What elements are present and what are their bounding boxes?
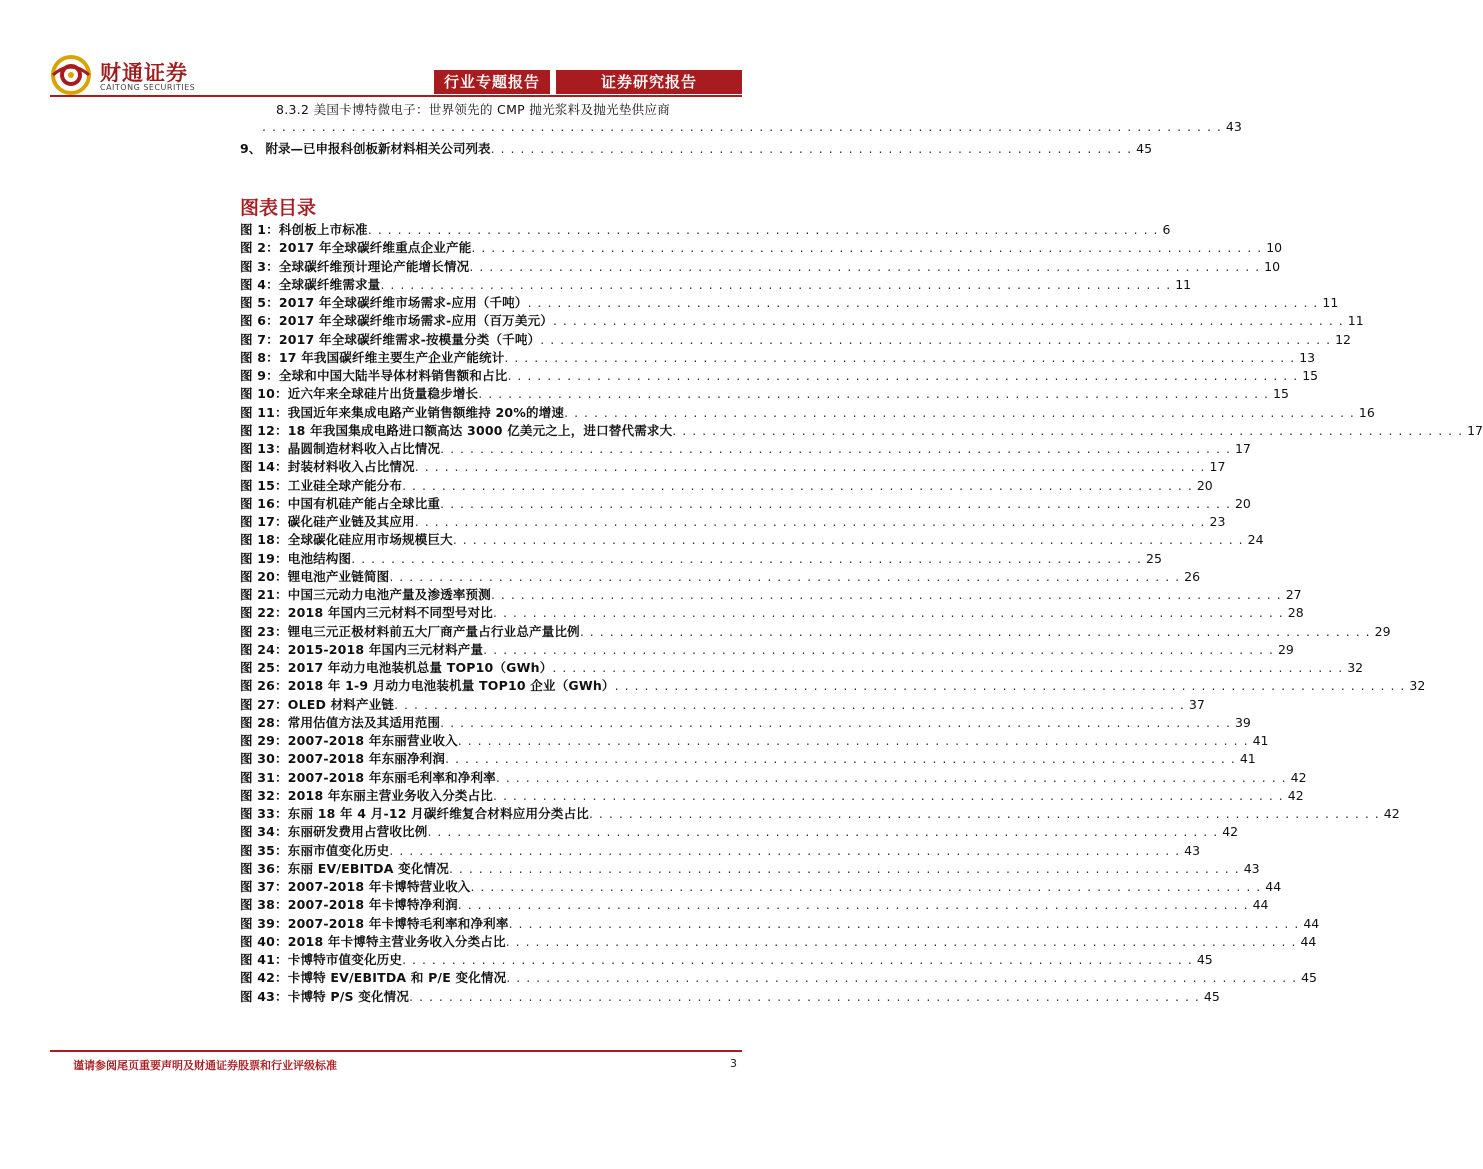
figure-label: 图 20：锂电池产业链简图: [240, 568, 390, 584]
dot-leader: . . . . . . . . . . . . . . . . . . . . . . . . . . . . . . . . . . . . . . . . . . . . . . . . . . . . . . . . . . . . . . . . . . . . . . . . . . . . . . . .: [452, 532, 1244, 548]
dot-leader: . . . . . . . . . . . . . . . . . . . . . . . . . . . . . . . . . . . . . . . . . . . . . . . . . . . . . . . . . . . . . . . . . . . . . . . . . . . . . . . .: [448, 860, 1240, 876]
figure-label: 图 18：全球碳化硅应用市场规模巨大: [240, 532, 453, 548]
dot-leader: . . . . . . . . . . . . . . . . . . . . . . . . . . . . . . . . . . . . . . . . . . . . . . . . . . . . . . . . . . . . . . . . . . . . . . . . . . . . . . . .: [457, 733, 1249, 748]
dot-leader: . . . . . . . . . . . . . . . . . . . . . . . . . . . . . . . . . . . . . . . . . . . . . . . . . . . . . . . . . . . . . . . . . . . . . . . . . . . . . . . .: [414, 514, 1206, 529]
figure-list-item[interactable]: [240, 768, 1307, 787]
brand-name-en: CAITONG SECURITIES: [100, 83, 196, 92]
figure-label: 图 1：科创板上市标准: [240, 222, 368, 237]
figure-label: 图 41：卡博特市值变化历史: [240, 952, 403, 967]
dot-leader: . . . . . . . . . . . . . . . . . . . . . . . . . . . . . . . . . . . . . . . . . . . . . . . . . . . . . . . . . . . . . . . . . . . . . . . . . . . . . . . .: [505, 933, 1297, 949]
footer-disclaimer: 谨请参阅尾页重要声明及财通证券股票和行业评级标准: [73, 1059, 337, 1072]
figure-page-number: 29: [1374, 623, 1391, 639]
dot-leader: . . . . . . . . . . . . . . . . . . . . . . . . . . . . . . . . . . . . . . . . . . . . . . . . . . . . . . . . . . . . . . . . . . . . . . . . . . . . . . . .: [470, 879, 1262, 894]
figure-list-item[interactable]: [240, 914, 1320, 933]
figure-label: 图 6：2017 年全球碳纤维市场需求-应用（百万美元）: [240, 313, 553, 329]
figure-page-number: 37: [1188, 696, 1205, 712]
figure-list-title: 图表目录: [240, 197, 317, 219]
figure-list-item[interactable]: [240, 932, 1317, 951]
figure-label: 图 8：17 年我国碳纤维主要生产企业产能统计: [240, 349, 505, 365]
dot-leader: . . . . . . . . . . . . . . . . . . . . . . . . . . . . . . . . . . . . . . . . . . . . . . . . . . . . . . . . . . . . . . . . . . . . . . . . . . . . . . . .: [490, 587, 1282, 602]
figure-page-number: 10: [1266, 240, 1283, 256]
figure-page-number: 25: [1146, 550, 1162, 566]
brand-name-cn: 财通证券: [100, 61, 188, 85]
figure-label: 图 16：中国有机硅产能占全球比重: [240, 495, 441, 511]
figure-label: 图 14：封装材料收入占比情况: [240, 459, 415, 475]
dot-leader: . . . . . . . . . . . . . . . . . . . . . . . . . . . . . . . . . . . . . . . . . . . . . . . . . . . . . . . . . . . . . . . . . . . . . . . . . . . . . . . .: [389, 568, 1181, 584]
figure-page-number: 42: [1287, 787, 1304, 803]
figure-page-number: 12: [1335, 331, 1351, 347]
figure-label: 图 33：东丽 18 年 4 月-12 月碳纤维复合材料应用分类占比: [240, 806, 589, 821]
figure-label: 图 7：2017 年全球碳纤维需求-按模量分类（千吨）: [240, 331, 541, 347]
footer-divider: [50, 1050, 742, 1052]
figure-label: 图 9：全球和中国大陆半导体材料销售额和占比: [240, 368, 508, 383]
figure-label: 图 5：2017 年全球碳纤维市场需求-应用（千吨）: [240, 295, 528, 310]
figure-list-item[interactable]: [240, 476, 1213, 495]
figure-page-number: 15: [1302, 368, 1319, 383]
figure-label: 图 25：2017 年动力电池装机总量 TOP10（GWh）: [240, 660, 553, 675]
dot-leader: . . . . . . . . . . . . . . . . . . . . . . . . . . . . . . . . . . . . . . . . . . . . . . . . . . . . . . . . . . . . . . . . . . . . . . . . . . . . . . . .: [552, 660, 1344, 675]
figure-list-item[interactable]: [240, 257, 1281, 276]
figure-page-number: 16: [1358, 404, 1375, 420]
figure-label: 图 30：2007-2018 年东丽净利润: [240, 751, 446, 767]
figure-label: 图 39：2007-2018 年卡博特毛利率和净利率: [240, 915, 509, 931]
figure-page-number: 27: [1285, 587, 1302, 602]
figure-list-item[interactable]: [240, 622, 1391, 641]
figure-page-number: 28: [1287, 605, 1304, 621]
dot-leader: . . . . . . . . . . . . . . . . . . . . . . . . . . . . . . . . . . . . . . . . . . . . . . . . . . . . . . . . . . . . . . . . . . . . . . . . . . . . . . . .: [495, 769, 1287, 785]
toc-page-number: 45: [1136, 141, 1153, 156]
figure-page-number: 13: [1299, 349, 1316, 365]
figure-list-item[interactable]: [240, 439, 1251, 458]
figure-list-item[interactable]: [240, 658, 1364, 677]
dot-leader: . . . . . . . . . . . . . . . . . . . . . . . . . . . . . . . . . . . . . . . . . . . . . . . . . . . . . . . . . . . . . . . . . . . . . . . . . . . . . . . .: [552, 313, 1344, 329]
figure-list-item[interactable]: [240, 859, 1260, 878]
figure-page-number: 29: [1277, 641, 1294, 657]
figure-label: 图 29：2007-2018 年东丽营业收入: [240, 733, 458, 748]
figure-page-number: 10: [1264, 258, 1281, 274]
figure-page-number: 32: [1409, 678, 1426, 694]
dot-leader: . . . . . . . . . . . . . . . . . . . . . . . . . . . . . . . . . . . . . . . . . . . . . . . . . . . . . . . . . . . . . . . . . . . . . . . . . . . . . . . .: [506, 970, 1298, 986]
figure-list-item[interactable]: [240, 384, 1289, 403]
dot-leader: . . . . . . . . . . . . . . . . . . . . . . . . . . . . . . . . . . . . . . . . . . . . . . . . . . . . . . . . . . . . . . . . . . . . . . . . . . . . . . . .: [367, 222, 1159, 237]
figure-label: 图 15：工业硅全球产能分布: [240, 477, 403, 493]
figure-page-number: 11: [1322, 295, 1339, 310]
dot-leader: . . . . . . . . . . . . . . . . . . . . . . . . . . . . . . . . . . . . . . . . . . . . . . . . . . . . . . . . . . . . . . . . . . . . . . . . . . . . . . . .: [507, 368, 1299, 383]
dot-leader: . . . . . . . . . . . . . . . . . . . . . . . . . . . . . . . . . . . . . . . . . . . . . . . . . . . . . . . . . . . . . . . . . . . . . . . . . . . . . . . .: [409, 988, 1200, 1004]
figure-page-number: 20: [1196, 477, 1213, 493]
figure-page-number: 17: [1209, 459, 1226, 475]
figure-label: 图 35：东丽市值变化历史: [240, 842, 390, 858]
figure-page-number: 17: [1234, 441, 1251, 456]
figure-list-item[interactable]: [240, 713, 1251, 732]
figure-page-number: 45: [1203, 988, 1220, 1004]
dot-leader: . . . . . . . . . . . . . . . . . . . . . . . . . . . . . . . . . . . . . . . . . . . . . . . . . . . . . . . . . . . . . . . . . . . . . . . . . . . . . . . .: [504, 349, 1296, 365]
figure-label: 图 24：2015-2018 年国内三元材料产量: [240, 641, 484, 657]
figure-label: 图 2：2017 年全球碳纤维重点企业产能: [240, 240, 472, 256]
figure-label: 图 13：晶圆制造材料收入占比情况: [240, 441, 441, 456]
figure-page-number: 32: [1347, 660, 1364, 675]
figure-label: 图 31：2007-2018 年东丽毛利率和净利率: [240, 769, 496, 785]
figure-list-item[interactable]: [240, 841, 1201, 860]
dot-leader: . . . . . . . . . . . . . . . . . . . . . . . . . . . . . . . . . . . . . . . . . . . . . . . . . . . . . . . . . . . . . . . . . . . . . . . . . . . . . . . .: [380, 276, 1172, 292]
figure-list-item[interactable]: [240, 530, 1264, 549]
figure-page-number: 17: [1467, 422, 1483, 438]
dot-leader: . . . . . . . . . . . . . . . . . . . . . . . . . . . . . . . . . . . . . . . . . . . . . . . . . . . . . . . . . . . . . . . . . . . . . . . . . . . . . . . .: [527, 295, 1319, 310]
dot-leader: . . . . . . . . . . . . . . . . . . . . . . . . . . . . . . . . . . . . . . . . . . . . . . . . . . . . . . . . . . . . . . . . . . . . . . . . . . . . . . . .: [440, 495, 1231, 511]
figure-page-number: 43: [1184, 842, 1201, 858]
toc-subsection-leader[interactable]: [262, 119, 1242, 138]
company-logo: [50, 55, 220, 95]
dot-leader: . . . . . . . . . . . . . . . . . . . . . . . . . . . . . . . . . . . . . . . . . . . . . . . . . . . . . . . . . . . . . . . . . . . . . . . . . . . . . . . .: [402, 477, 1193, 493]
caitong-logo-icon: [50, 55, 92, 95]
dot-leader: . . . . . . . . . . . . . . . . . . . . . . . . . . . . . . . . . . . . . . . . . . . . . . . . . . . . . . . . . . . . . . . . . . . . . . . . . . . . . . . .: [614, 678, 1406, 694]
figure-page-number: 45: [1301, 970, 1317, 986]
figure-label: 图 43：卡博特 P/S 变化情况: [240, 988, 410, 1004]
figure-label: 图 42：卡博特 EV/EBITDA 和 P/E 变化情况: [240, 970, 507, 986]
dot-leader: . . . . . . . . . . . . . . . . . . . . . . . . . . . . . . . . . . . . . . . . . . . . . . . . . . . . . . . . . . . . . . . . . . . . . . . . . . . . . . . .: [457, 897, 1249, 913]
toc-page-number: 43: [1225, 119, 1242, 134]
figure-page-number: 42: [1383, 806, 1400, 821]
dot-leader: . . . . . . . . . . . . . . . . . . . . . . . . . . . . . . . . . . . . . . . . . . . . . . . . . . . . . . . . . . . . . . . . . . . . . . . . . . . . . . . .: [493, 787, 1284, 803]
figure-page-number: 6: [1162, 222, 1171, 237]
figure-page-number: 44: [1300, 933, 1317, 949]
figure-label: 图 22：2018 年国内三元材料不同型号对比: [240, 605, 493, 621]
figure-page-number: 39: [1234, 714, 1251, 730]
dot-leader: . . . . . . . . . . . . . . . . . . . . . . . . . . . . . . . . . . . . . . . . . . . . . . . . . . . . . . . . . . . . . . . . . . . . . . . . . . . . . . . .: [402, 952, 1193, 967]
figure-list-item[interactable]: [240, 220, 1171, 239]
figure-list-item[interactable]: [240, 749, 1256, 768]
figure-list-item[interactable]: [240, 348, 1316, 367]
figure-label: 图 3：全球碳纤维预计理论产能增长情况: [240, 258, 470, 274]
figure-label: 图 26：2018 年 1-9 月动力电池装机量 TOP10 企业（GWh）: [240, 678, 615, 694]
header-divider: [50, 95, 742, 97]
dot-leader: . . . . . . . . . . . . . . . . . . . . . . . . . . . . . . . . . . . . . . . . . . . . . . . . . . . . . . . . . . . . . . . . . . . . . . . . . . . . . . . .: [394, 696, 1185, 712]
dot-leader: . . . . . . . . . . . . . . . . . . . . . . . . . . . . . . . . . . . . . . . . . . . . . . . . . . . . . . . . . . . . . . . . . . . . . . . . . . . . . . . .: [389, 842, 1181, 858]
figure-page-number: 26: [1184, 568, 1201, 584]
figure-label: 图 23：锂电三元正极材料前五大厂商产量占行业总产量比例: [240, 623, 580, 639]
figure-label: 图 19：电池结构图: [240, 550, 352, 566]
figure-list-item[interactable]: [240, 968, 1317, 987]
figure-list-item[interactable]: [240, 366, 1319, 385]
toc-section-label: 9、 附录—已申报科创板新材料相关公司列表: [240, 141, 491, 156]
figure-list-item[interactable]: [240, 457, 1226, 476]
figure-page-number: 45: [1196, 952, 1213, 967]
figure-label: 图 37：2007-2018 年卡博特营业收入: [240, 879, 471, 894]
figure-label: 图 28：常用估值方法及其适用范围: [240, 714, 441, 730]
figure-label: 图 17：碳化硅产业链及其应用: [240, 514, 415, 529]
dot-leader: . . . . . . . . . . . . . . . . . . . . . . . . . . . . . . . . . . . . . . . . . . . . . . . . . . . . . . . . . . . . . . . . . . . . . . . . . . . . . . . .: [478, 386, 1270, 402]
figure-list-item[interactable]: [240, 567, 1201, 586]
dot-leader: . . . . . . . . . . . . . . . . . . . . . . . . . . . . . . . . . . . . . . . . . . . . . . . . . . . . . . . . . . . . . . . . . . . . . . . . . . . . . . . .: [471, 240, 1263, 256]
dot-leader: . . . . . . . . . . . . . . . . . . . . . . . . . . . . . . . . . . . . . . . . . . . . . . . . . . . . . . . . . . . . . . . . . . . . . . . . . . . . . . . .: [672, 422, 1464, 438]
dot-leader: . . . . . . . . . . . . . . . . . . . . . . . . . . . . . . . . . . . . . . . . . . . . . . . . . . . . . . . . . . . . . . . . . . . . . . . . . . . . . . . .: [445, 751, 1236, 767]
figure-label: 图 4：全球碳纤维需求量: [240, 276, 381, 292]
dot-leader: . . . . . . . . . . . . . . . . . . . . . . . . . . . . . . . . . . . . . . . . . . . . . . . . . . . . . . . . . . . . . . . . . . . . . . . . . . . . . . . .: [440, 441, 1231, 456]
figure-page-number: 11: [1175, 276, 1192, 292]
figure-label: 图 10：近六年来全球硅片出货量稳步增长: [240, 386, 479, 402]
dot-leader: . . . . . . . . . . . . . . . . . . . . . . . . . . . . . . . . . . . . . . . . . . . . . . . . . . . . . . . . . . . . . . . . . . . . . . . . . . . . . . . .: [588, 806, 1380, 821]
figure-page-number: 41: [1252, 733, 1269, 748]
figure-page-number: 42: [1222, 824, 1239, 840]
figure-list-item[interactable]: [240, 695, 1205, 714]
figure-label: 图 40：2018 年卡博特主营业务收入分类占比: [240, 933, 506, 949]
figure-label: 图 32：2018 年东丽主营业务收入分类占比: [240, 787, 493, 803]
figure-list-item[interactable]: [240, 950, 1213, 969]
dot-leader: . . . . . . . . . . . . . . . . . . . . . . . . . . . . . . . . . . . . . . . . . . . . . . . . . . . . . . . . . . . . . . . . . . . . . . . . . . . . . . . .: [508, 915, 1300, 931]
toc-section-9[interactable]: [240, 139, 1153, 158]
toc-subsection-title[interactable]: 8.3.2 美国卡博特微电子：世界领先的 CMP 抛光浆料及抛光垫供应商: [276, 102, 671, 117]
figure-label: 图 21：中国三元动力电池产量及渗透率预测: [240, 587, 491, 602]
dot-leader: . . . . . . . . . . . . . . . . . . . . . . . . . . . . . . . . . . . . . . . . . . . . . . . . . . . . . . . . . . . . . . . . . . . . . . . . . . . . . . . .: [440, 714, 1231, 730]
dot-leader: . . . . . . . . . . . . . . . . . . . . . . . . . . . . . . . . . . . . . . . . . . . . . . . . . . . . . . . . . . . . . . . . . . . . . . . . . . . . . . . .: [493, 605, 1284, 621]
figure-list-item[interactable]: [240, 549, 1162, 568]
figure-list-item[interactable]: [240, 494, 1251, 513]
figure-list-item[interactable]: [240, 731, 1269, 750]
tag-industry-report: 行业专题报告: [434, 70, 550, 94]
figure-list-item[interactable]: [240, 293, 1339, 312]
dot-leader: . . . . . . . . . . . . . . . . . . . . . . . . . . . . . . . . . . . . . . . . . . . . . . . . . . . . . . . . . . . . . . . . . . . . . . . . . . . . . . . .: [483, 641, 1274, 657]
figure-list-item[interactable]: [240, 512, 1226, 531]
figure-label: 图 11：我国近年来集成电路产业销售额维持 20%的增速: [240, 404, 565, 420]
dot-leader: . . . . . . . . . . . . . . . . . . . . . . . . . . . . . . . . . . . . . . . . . . . . . . . . . . . . . . . . . . . . . . . . . . . . . . . . . . . . . . . .: [469, 258, 1261, 274]
figure-page-number: 44: [1265, 879, 1282, 894]
dot-leader: . . . . . . . . . . . . . . . . . . . . . . . . . . . . . . . . . . . . . . . . . . . . . . . . . . . . . . . . . . . . . . . . . . . . . . . . . . . . . . . .: [351, 550, 1143, 566]
dot-leader: . . . . . . . . . . . . . . . . . . . . . . . . . . . . . . . . . . . . . . . . . . . . . . . . . . . . . . . . . . . . . . . . . . . . . . . . . . . . . . . .: [579, 623, 1371, 639]
figure-page-number: 23: [1209, 514, 1226, 529]
dot-leader: . . . . . . . . . . . . . . . . . . . . . . . . . . . . . . . . . . . . . . . . . . . . . . . . . . . . . . . . . . . . . . . . .: [490, 141, 1133, 156]
figure-page-number: 24: [1247, 532, 1264, 548]
dot-leader: . . . . . . . . . . . . . . . . . . . . . . . . . . . . . . . . . . . . . . . . . . . . . . . . . . . . . . . . . . . . . . . . . . . . . . . . . . . . . . . . . . . . . . . . . . . . . . . . .: [262, 119, 1222, 134]
figure-list-item[interactable]: [240, 311, 1364, 330]
figure-list-item[interactable]: [240, 786, 1304, 805]
figure-list-item[interactable]: [240, 822, 1239, 841]
figure-page-number: 44: [1252, 897, 1269, 913]
figure-list-item[interactable]: [240, 877, 1282, 896]
figure-label: 图 27：OLED 材料产业链: [240, 696, 395, 712]
figure-list-item[interactable]: [240, 403, 1375, 422]
figure-page-number: 11: [1347, 313, 1364, 329]
page-number: 3: [730, 1057, 737, 1070]
dot-leader: . . . . . . . . . . . . . . . . . . . . . . . . . . . . . . . . . . . . . . . . . . . . . . . . . . . . . . . . . . . . . . . . . . . . . . . . . . . . . . . .: [564, 404, 1355, 420]
dot-leader: . . . . . . . . . . . . . . . . . . . . . . . . . . . . . . . . . . . . . . . . . . . . . . . . . . . . . . . . . . . . . . . . . . . . . . . . . . . . . . . .: [427, 824, 1219, 840]
dot-leader: . . . . . . . . . . . . . . . . . . . . . . . . . . . . . . . . . . . . . . . . . . . . . . . . . . . . . . . . . . . . . . . . . . . . . . . . . . . . . . . .: [540, 331, 1332, 347]
figure-list-item[interactable]: [240, 640, 1294, 659]
figure-list-item[interactable]: [240, 421, 1483, 440]
figure-page-number: 15: [1273, 386, 1289, 402]
figure-list-item[interactable]: [240, 330, 1351, 349]
figure-page-number: 43: [1243, 860, 1260, 876]
figure-label: 图 12：18 年我国集成电路进口额高达 3000 亿美元之上，进口替代需求大: [240, 422, 673, 438]
figure-page-number: 20: [1234, 495, 1251, 511]
figure-list-item[interactable]: [240, 676, 1426, 695]
figure-list-item[interactable]: [240, 238, 1283, 257]
tag-research-report: 证券研究报告: [556, 70, 742, 94]
figure-list-item[interactable]: [240, 987, 1220, 1006]
figure-list-item[interactable]: [240, 804, 1400, 823]
figure-list-item[interactable]: [240, 895, 1269, 914]
figure-page-number: 42: [1290, 769, 1307, 785]
figure-page-number: 41: [1239, 751, 1256, 767]
figure-page-number: 44: [1303, 915, 1320, 931]
figure-list-item[interactable]: [240, 275, 1192, 294]
dot-leader: . . . . . . . . . . . . . . . . . . . . . . . . . . . . . . . . . . . . . . . . . . . . . . . . . . . . . . . . . . . . . . . . . . . . . . . . . . . . . . . .: [414, 459, 1206, 475]
figure-list-item[interactable]: [240, 585, 1302, 604]
figure-label: 图 36：东丽 EV/EBITDA 变化情况: [240, 860, 449, 876]
figure-label: 图 34：东丽研发费用占营收比例: [240, 824, 428, 840]
figure-label: 图 38：2007-2018 年卡博特净利润: [240, 897, 458, 913]
figure-list-item[interactable]: [240, 603, 1304, 622]
